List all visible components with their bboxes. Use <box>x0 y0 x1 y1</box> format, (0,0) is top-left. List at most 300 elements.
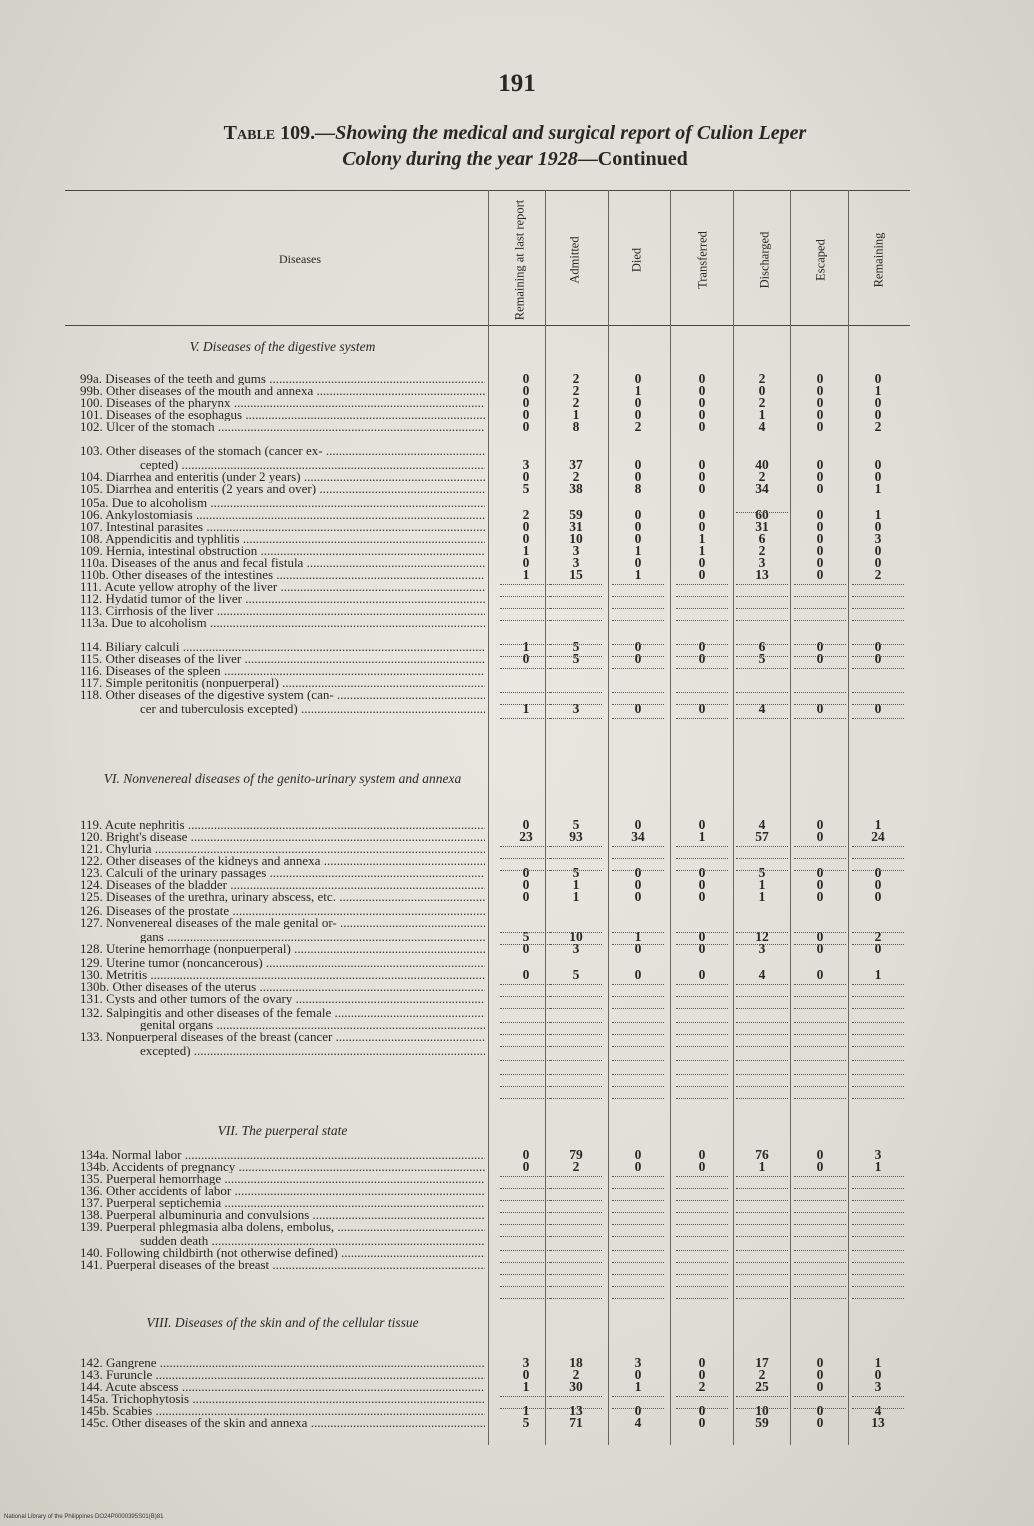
cell-value: 8 <box>572 419 580 434</box>
dotted-leader <box>676 1298 728 1299</box>
cell-value: 0 <box>634 817 642 832</box>
dotted-leader <box>550 1286 602 1287</box>
dotted-leader <box>852 858 904 859</box>
row-label: 108. Appendicitis and typhlitis ..... <box>80 532 485 545</box>
cell-value: 0 <box>522 941 530 956</box>
dotted-leader <box>500 1200 552 1201</box>
dotted-leader <box>852 1200 904 1201</box>
dotted-leader <box>736 1212 788 1213</box>
dotted-leader <box>500 608 552 609</box>
cell-value: 1 <box>522 1379 530 1394</box>
column-divider <box>733 190 734 1445</box>
dotted-leader <box>852 704 904 705</box>
dotted-leader <box>736 1250 788 1251</box>
cell-value: 2 <box>572 371 580 386</box>
cell-value: 2 <box>758 1367 766 1382</box>
cell-value: 0 <box>634 1159 642 1174</box>
cell-value: 0 <box>522 371 530 386</box>
dotted-leader <box>500 1262 552 1263</box>
cell-value: 4 <box>758 817 766 832</box>
dotted-leader <box>612 1262 664 1263</box>
dotted-leader <box>852 870 904 871</box>
cell-value: 13 <box>569 1403 583 1418</box>
cell-value: 3 <box>572 543 580 558</box>
dotted-leader <box>550 1262 602 1263</box>
row-label: 130b. Other diseases of the uterus ..... <box>80 980 485 993</box>
dotted-leader <box>852 1098 904 1099</box>
cell-value: 3 <box>634 1355 642 1370</box>
dotted-leader <box>794 1046 846 1047</box>
cell-value: 40 <box>755 457 769 472</box>
dotted-leader <box>794 704 846 705</box>
diseases-column-header: Diseases <box>279 252 321 266</box>
dotted-leader <box>612 1200 664 1201</box>
dotted-leader <box>500 1298 552 1299</box>
dotted-leader <box>676 1250 728 1251</box>
cell-value: 1 <box>874 383 882 398</box>
cell-value: 2 <box>874 419 882 434</box>
dotted-leader <box>736 692 788 693</box>
dotted-leader <box>794 1200 846 1201</box>
dotted-leader <box>612 656 664 657</box>
cell-value: 1 <box>634 1379 642 1394</box>
cell-value: 0 <box>522 967 530 982</box>
cell-value: 0 <box>816 371 824 386</box>
dotted-leader <box>612 1396 664 1397</box>
dotted-leader <box>794 1236 846 1237</box>
cell-value: 0 <box>874 519 882 534</box>
cell-value: 0 <box>634 1367 642 1382</box>
cell-value: 1 <box>874 817 882 832</box>
dotted-leader <box>612 1074 664 1075</box>
dotted-leader <box>852 1022 904 1023</box>
dotted-leader <box>500 704 552 705</box>
cell-value: 1 <box>572 407 580 422</box>
dotted-leader <box>550 846 602 847</box>
dotted-leader <box>794 1074 846 1075</box>
dotted-leader <box>612 996 664 997</box>
dotted-leader <box>676 996 728 997</box>
footer-text: National Library of the Philippines DO24P0000395S01(B)81 <box>4 1514 164 1520</box>
cell-value: 1 <box>698 543 706 558</box>
dotted-leader <box>794 668 846 669</box>
cell-value: 1 <box>758 1159 766 1174</box>
cell-value: 0 <box>634 407 642 422</box>
row-label: cer and tuberculosis excepted) ..... <box>140 702 485 715</box>
row-label: 122. Other diseases of the kidneys and annexa ..... <box>80 854 485 867</box>
cell-value: 0 <box>522 1147 530 1162</box>
dotted-leader <box>736 608 788 609</box>
dotted-leader <box>852 608 904 609</box>
dotted-leader <box>676 692 728 693</box>
cell-value: 0 <box>522 1159 530 1174</box>
cell-value: 2 <box>572 1367 580 1382</box>
cell-value: 0 <box>634 865 642 880</box>
dotted-leader <box>794 644 846 645</box>
cell-value: 23 <box>519 829 533 844</box>
cell-value: 2 <box>572 395 580 410</box>
dotted-leader <box>736 1236 788 1237</box>
cell-value: 1 <box>874 1355 882 1370</box>
cell-value: 0 <box>698 1355 706 1370</box>
cell-value: 0 <box>816 383 824 398</box>
row-label: 130. Metritis ..... <box>80 968 485 981</box>
dotted-leader <box>852 1008 904 1009</box>
cell-value: 0 <box>816 877 824 892</box>
cell-value: 0 <box>698 395 706 410</box>
cell-value: 79 <box>569 1147 583 1162</box>
cell-value: 0 <box>874 651 882 666</box>
cell-value: 2 <box>874 567 882 582</box>
cell-value: 4 <box>758 701 766 716</box>
dotted-leader <box>500 996 552 997</box>
cell-value: 5 <box>572 651 580 666</box>
cell-value: 93 <box>569 829 583 844</box>
dotted-leader <box>612 1176 664 1177</box>
cell-value: 1 <box>874 1159 882 1174</box>
cell-value: 0 <box>634 877 642 892</box>
dotted-leader <box>550 1060 602 1061</box>
cell-value: 59 <box>569 507 583 522</box>
cell-value: 0 <box>816 701 824 716</box>
dotted-leader <box>612 608 664 609</box>
dotted-leader <box>736 1176 788 1177</box>
cell-value: 0 <box>816 395 824 410</box>
row-label: 124. Diseases of the bladder ..... <box>80 878 485 891</box>
dotted-leader <box>852 932 904 933</box>
dotted-leader <box>500 596 552 597</box>
row-label: gans ..... <box>140 930 485 943</box>
dotted-leader <box>852 1224 904 1225</box>
cell-value: 0 <box>698 383 706 398</box>
cell-value: 0 <box>816 481 824 496</box>
dotted-leader <box>852 1236 904 1237</box>
title-line1: —Showing the medical and surgical report of Culion Leper <box>315 122 807 144</box>
dotted-leader <box>676 1236 728 1237</box>
row-label: excepted) ..... <box>140 1044 485 1057</box>
dotted-leader <box>676 1200 728 1201</box>
dotted-leader <box>794 1250 846 1251</box>
dotted-leader <box>794 1176 846 1177</box>
dotted-leader <box>852 718 904 719</box>
dotted-leader <box>500 620 552 621</box>
cell-value: 8 <box>634 481 642 496</box>
row-label: 101. Diseases of the esophagus ..... <box>80 408 485 421</box>
dotted-leader <box>612 846 664 847</box>
col-header-died: Died <box>629 247 644 273</box>
cell-value: 0 <box>816 889 824 904</box>
cell-value: 71 <box>569 1415 583 1430</box>
dotted-leader <box>500 1250 552 1251</box>
cell-value: 0 <box>874 877 882 892</box>
cell-value: 0 <box>634 371 642 386</box>
dotted-leader <box>794 1298 846 1299</box>
dotted-leader <box>612 1022 664 1023</box>
cell-value: 2 <box>522 507 530 522</box>
cell-value: 0 <box>698 1147 706 1162</box>
cell-value: 0 <box>522 651 530 666</box>
dotted-leader <box>676 932 728 933</box>
cell-value: 0 <box>522 555 530 570</box>
cell-value: 0 <box>698 1403 706 1418</box>
row-label: 105a. Due to alcoholism ..... <box>80 496 485 509</box>
dotted-leader <box>676 1074 728 1075</box>
cell-value: 0 <box>816 457 824 472</box>
cell-value: 0 <box>522 407 530 422</box>
row-label: 134b. Accidents of pregnancy ..... <box>80 1160 485 1173</box>
cell-value: 0 <box>634 469 642 484</box>
cell-value: 3 <box>874 531 882 546</box>
row-label: 107. Intestinal parasites ..... <box>80 520 485 533</box>
cell-value: 0 <box>698 701 706 716</box>
cell-value: 31 <box>569 519 583 534</box>
row-label: 123. Calculi of the urinary passages ..... <box>80 866 485 879</box>
dotted-leader <box>612 1408 664 1409</box>
cell-value: 1 <box>698 531 706 546</box>
cell-value: 5 <box>572 967 580 982</box>
dotted-leader <box>500 944 552 945</box>
title-line2: Colony during the year 1928 <box>342 148 578 170</box>
row-label: 141. Puerperal diseases of the breast ..... <box>80 1258 485 1271</box>
dotted-leader <box>550 1298 602 1299</box>
row-label: 113. Cirrhosis of the liver ..... <box>80 604 485 617</box>
row-label: 129. Uterine tumor (noncancerous) ..... <box>80 956 485 969</box>
dotted-leader <box>852 1286 904 1287</box>
cell-value: 1 <box>522 543 530 558</box>
cell-value: 60 <box>755 507 769 522</box>
row-label: 142. Gangrene ..... <box>80 1356 485 1369</box>
dotted-leader <box>612 1212 664 1213</box>
dotted-leader <box>852 596 904 597</box>
dotted-leader <box>676 1396 728 1397</box>
dotted-leader <box>794 692 846 693</box>
dotted-leader <box>500 984 552 985</box>
cell-value: 15 <box>569 567 583 582</box>
dotted-leader <box>676 668 728 669</box>
dotted-leader <box>852 692 904 693</box>
dotted-leader <box>736 1008 788 1009</box>
cell-value: 0 <box>816 1355 824 1370</box>
cell-value: 34 <box>631 829 645 844</box>
dotted-leader <box>794 1212 846 1213</box>
col-header-admitted: Admitted <box>567 236 582 284</box>
dotted-leader <box>676 718 728 719</box>
cell-value: 0 <box>698 967 706 982</box>
dotted-leader <box>500 584 552 585</box>
dotted-leader <box>736 656 788 657</box>
cell-value: 3 <box>874 1147 882 1162</box>
row-label: 132. Salpingitis and other diseases of the female ..... <box>80 1006 485 1019</box>
dotted-leader <box>612 584 664 585</box>
cell-value: 0 <box>874 457 882 472</box>
dotted-leader <box>550 644 602 645</box>
dotted-leader <box>676 1274 728 1275</box>
row-label: 106. Ankylostomiasis ..... <box>80 508 485 521</box>
cell-value: 2 <box>758 395 766 410</box>
section-title: V. Diseases of the digestive system <box>189 339 376 354</box>
cell-value: 10 <box>569 531 583 546</box>
cell-value: 0 <box>522 383 530 398</box>
dotted-leader <box>794 932 846 933</box>
dotted-leader <box>550 870 602 871</box>
col-header-escaped: Escaped <box>813 239 828 281</box>
cell-value: 0 <box>874 941 882 956</box>
row-label: 117. Simple peritonitis (nonpuerperal) ..... <box>80 676 485 689</box>
dotted-leader <box>612 1224 664 1225</box>
dotted-leader <box>676 1060 728 1061</box>
dotted-leader <box>736 1200 788 1201</box>
cell-value: 0 <box>698 371 706 386</box>
cell-value: 1 <box>874 507 882 522</box>
col-header-remaining: Remaining <box>871 232 886 288</box>
cell-value: 1 <box>874 967 882 982</box>
dotted-leader <box>676 846 728 847</box>
dotted-leader <box>612 944 664 945</box>
cell-value: 0 <box>698 519 706 534</box>
dotted-leader <box>852 1046 904 1047</box>
dotted-leader <box>676 858 728 859</box>
dotted-leader <box>852 584 904 585</box>
dotted-leader <box>676 1098 728 1099</box>
dotted-leader <box>612 1060 664 1061</box>
column-divider <box>790 190 791 1445</box>
dotted-leader <box>500 1224 552 1225</box>
cell-value: 5 <box>522 929 530 944</box>
cell-value: 0 <box>698 1415 706 1430</box>
dotted-leader <box>500 1034 552 1035</box>
cell-value: 0 <box>874 639 882 654</box>
dotted-leader <box>550 668 602 669</box>
dotted-leader <box>550 1236 602 1237</box>
dotted-leader <box>612 870 664 871</box>
dotted-leader <box>852 1034 904 1035</box>
dotted-leader <box>500 1188 552 1189</box>
cell-value: 1 <box>634 383 642 398</box>
dotted-leader <box>550 620 602 621</box>
cell-value: 6 <box>758 531 766 546</box>
cell-value: 37 <box>569 457 583 472</box>
cell-value: 3 <box>572 701 580 716</box>
dotted-leader <box>612 1008 664 1009</box>
cell-value: 3 <box>758 555 766 570</box>
dotted-leader <box>852 656 904 657</box>
cell-value: 5 <box>572 639 580 654</box>
dotted-leader <box>500 668 552 669</box>
cell-value: 1 <box>758 889 766 904</box>
cell-value: 0 <box>698 929 706 944</box>
dotted-leader <box>550 1074 602 1075</box>
cell-value: 0 <box>634 941 642 956</box>
dotted-leader <box>500 644 552 645</box>
dotted-leader <box>500 1086 552 1087</box>
row-label: 126. Diseases of the prostate ..... <box>80 904 485 917</box>
cell-value: 0 <box>874 407 882 422</box>
cell-value: 3 <box>572 555 580 570</box>
cell-value: 0 <box>816 519 824 534</box>
dotted-leader <box>550 1396 602 1397</box>
cell-value: 0 <box>816 1415 824 1430</box>
row-label: 134a. Normal labor ..... <box>80 1148 485 1161</box>
table-label: Table 109. <box>223 122 316 144</box>
dotted-leader <box>612 1236 664 1237</box>
dotted-leader <box>550 608 602 609</box>
dotted-leader <box>736 718 788 719</box>
cell-value: 0 <box>816 543 824 558</box>
cell-value: 0 <box>816 865 824 880</box>
cell-value: 5 <box>522 1415 530 1430</box>
row-label: 133. Nonpuerperal diseases of the breast (cancer ..... <box>80 1030 485 1043</box>
dotted-leader <box>736 1298 788 1299</box>
dotted-leader <box>500 1396 552 1397</box>
dotted-leader <box>612 1034 664 1035</box>
cell-value: 0 <box>634 395 642 410</box>
cell-value: 0 <box>522 519 530 534</box>
dotted-leader <box>612 692 664 693</box>
cell-value: 17 <box>755 1355 769 1370</box>
dotted-leader <box>612 596 664 597</box>
cell-value: 0 <box>874 395 882 410</box>
cell-value: 0 <box>874 865 882 880</box>
dotted-leader <box>794 1396 846 1397</box>
dotted-leader <box>794 718 846 719</box>
dotted-leader <box>794 1022 846 1023</box>
row-label: 102. Ulcer of the stomach ..... <box>80 420 485 433</box>
row-label: 99b. Other diseases of the mouth and annexa ..... <box>80 384 485 397</box>
dotted-leader <box>794 1008 846 1009</box>
dotted-leader <box>500 1176 552 1177</box>
dotted-leader <box>676 656 728 657</box>
dotted-leader <box>736 846 788 847</box>
dotted-leader <box>612 620 664 621</box>
dotted-leader <box>736 996 788 997</box>
dotted-leader <box>500 858 552 859</box>
row-label: 135. Puerperal hemorrhage ..... <box>80 1172 485 1185</box>
cell-value: 1 <box>522 1403 530 1418</box>
row-label: 103. Other diseases of the stomach (cancer ex- ..... <box>80 444 485 457</box>
cell-value: 2 <box>758 469 766 484</box>
dotted-leader <box>794 1034 846 1035</box>
dotted-leader <box>500 1074 552 1075</box>
cell-value: 0 <box>634 889 642 904</box>
dotted-leader <box>794 858 846 859</box>
dotted-leader <box>500 1022 552 1023</box>
dotted-leader <box>794 1224 846 1225</box>
cell-value: 0 <box>634 555 642 570</box>
dotted-leader <box>852 1298 904 1299</box>
cell-value: 0 <box>634 1147 642 1162</box>
dotted-leader <box>736 1074 788 1075</box>
dotted-leader <box>676 704 728 705</box>
cell-value: 0 <box>816 1379 824 1394</box>
cell-value: 4 <box>634 1415 642 1430</box>
cell-value: 5 <box>572 817 580 832</box>
title-suffix: —Continued <box>577 148 688 170</box>
row-label: cepted) ..... <box>140 458 485 471</box>
cell-value: 0 <box>698 817 706 832</box>
dotted-leader <box>676 1188 728 1189</box>
dotted-leader <box>612 984 664 985</box>
dotted-leader <box>852 1176 904 1177</box>
dotted-leader <box>852 1086 904 1087</box>
cell-value: 1 <box>522 701 530 716</box>
col-header-discharged: Discharged <box>757 231 772 289</box>
cell-value: 0 <box>522 395 530 410</box>
dotted-leader <box>550 1408 602 1409</box>
dotted-leader <box>794 984 846 985</box>
cell-value: 1 <box>698 829 706 844</box>
dotted-leader <box>794 584 846 585</box>
dotted-leader <box>500 846 552 847</box>
